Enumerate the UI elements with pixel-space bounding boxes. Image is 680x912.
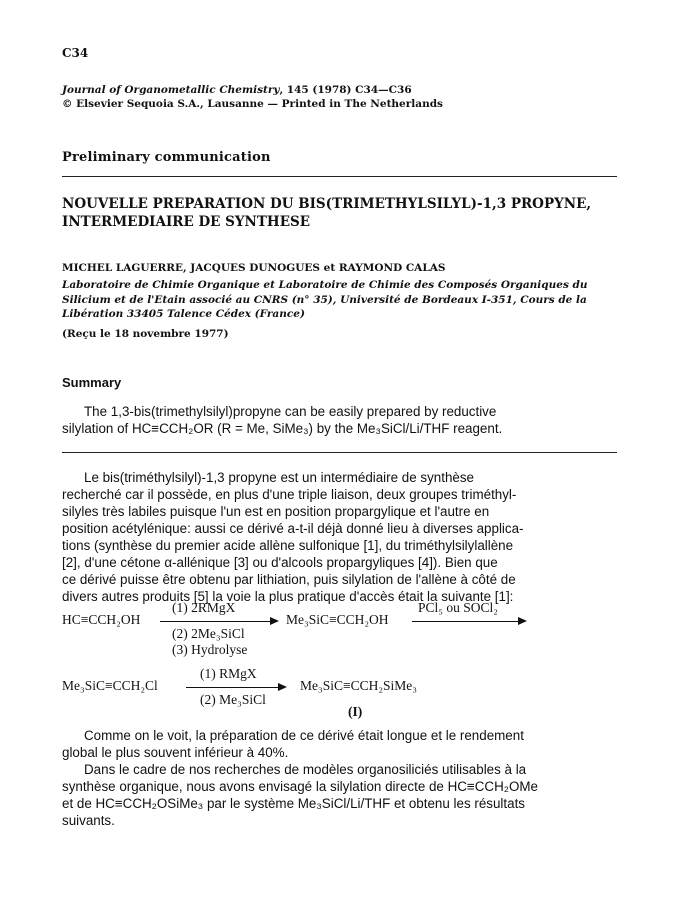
body-line: et de HC≡CCH₂OSiMe₃ par le système Me₃SiCl/Li/THF et obtenu les résultats	[62, 796, 525, 811]
body-line: silyles très labiles puisque l'un est en position propargylique et l'autre en	[62, 504, 490, 519]
top-divider	[62, 176, 617, 177]
affiliation-line-3: Libération 33405 Talence Cédex (France)	[62, 308, 305, 320]
body-paragraph-1	[62, 469, 617, 605]
scheme-reagent-above-2: PCl₅ ou SOCl₂	[418, 600, 498, 615]
scheme-reactant-2: Me₃SiC≡CCH₂Cl	[62, 678, 158, 693]
body-line: position acétylénique: aussi ce dérivé a-t-il déjà donné lieu à diverses applica-	[62, 521, 524, 536]
reaction-arrow-2	[412, 621, 520, 622]
affiliation-line-2: Silicium et de l'Etain associé au CNRS (n° 35), Université de Bordeaux I-351, Cours de la	[62, 293, 587, 306]
scheme-reagent-below-1a: (2) 2Me₃SiCl	[172, 626, 245, 641]
authors: MICHEL LAGUERRE, JACQUES DUNOGUES et RAYMOND CALAS	[62, 262, 446, 274]
journal-citation	[62, 83, 443, 111]
body-line: [2], d'une cétone α-allénique [3] ou d'alcools propargyliques [4]). Bien que	[62, 555, 498, 570]
title-line-1: NOUVELLE PREPARATION DU BIS(TRIMETHYLSILYL)-1,3 PROPYNE,	[62, 196, 592, 212]
body-paragraph-2	[62, 727, 617, 829]
summary-divider	[62, 452, 617, 453]
body-line: tions (synthèse du premier acide allène sulfonique [1], du triméthylsilylallène	[62, 538, 514, 553]
arrow-head-3	[278, 683, 287, 691]
body-line: global le plus souvent inférieur à 40%.	[62, 745, 289, 760]
summary-line-1: The 1,3-bis(trimethylsilyl)propyne can be easily prepared by reductive	[84, 404, 497, 419]
scheme-reagent-above-1: (1) 2RMgX	[172, 600, 236, 615]
arrow-head-2	[518, 617, 527, 625]
title-line-2: INTERMEDIAIRE DE SYNTHESE	[62, 214, 311, 230]
body-line: recherché car il possède, en plus d'une triple liaison, deux groupes triméthyl-	[62, 487, 517, 502]
arrow-head-1	[270, 617, 279, 625]
affiliation	[62, 278, 617, 322]
body-line: Dans le cadre de nos recherches de modèles organosiliciés utilisables à la	[84, 762, 527, 777]
body-line: synthèse organique, nous avons envisagé la silylation directe de HC≡CCH₂OMe	[62, 779, 538, 794]
summary-heading: Summary	[62, 375, 122, 390]
summary-line-2: silylation of HC≡CCH₂OR (R = Me, SiMe₃) by the Me₃SiCl/Li/THF reagent.	[62, 421, 503, 436]
reaction-arrow-1	[160, 621, 272, 622]
body-line: suivants.	[62, 813, 115, 828]
summary-text	[62, 403, 617, 437]
affiliation-line-1: Laboratoire de Chimie Organique et Laboratoire de Chimie des Composés Organiques du	[62, 279, 588, 291]
body-line: ce dérivé puisse être obtenu par lithiation, puis silylation de l'allène à côté de	[62, 572, 516, 587]
section-label: Preliminary communication	[62, 150, 271, 165]
received-date: (Reçu le 18 novembre 1977)	[62, 328, 229, 340]
scheme-reagent-above-3: (1) RMgX	[200, 666, 257, 681]
publisher-line: © Elsevier Sequoia S.A., Lausanne — Printed in The Netherlands	[62, 98, 443, 110]
scheme-reagent-below-3: (2) Me₃SiCl	[200, 692, 266, 707]
journal-reference: , 145 (1978) C34—C36	[279, 84, 412, 96]
body-line: Comme on le voit, la préparation de ce dérivé était longue et le rendement	[84, 728, 524, 743]
reaction-arrow-3	[186, 687, 280, 688]
compound-label: (I)	[348, 704, 363, 719]
page-number: C34	[62, 46, 89, 60]
scheme-reagent-below-1b: (3) Hydrolyse	[172, 642, 248, 657]
scheme-intermediate: Me₃SiC≡CCH₂OH	[286, 612, 389, 627]
body-line: Le bis(triméthylsilyl)-1,3 propyne est un intermédiaire de synthèse	[84, 470, 474, 485]
journal-name: Journal of Organometallic Chemistry	[62, 84, 280, 96]
scheme-product: Me₃SiC≡CCH₂SiMe₃	[300, 678, 418, 693]
body-line: divers autres produits [5] la voie la plus pratique d'accès était la suivante [1]:	[62, 589, 514, 604]
article-title	[62, 195, 617, 231]
scheme-reactant-1: HC≡CCH₂OH	[62, 612, 141, 627]
